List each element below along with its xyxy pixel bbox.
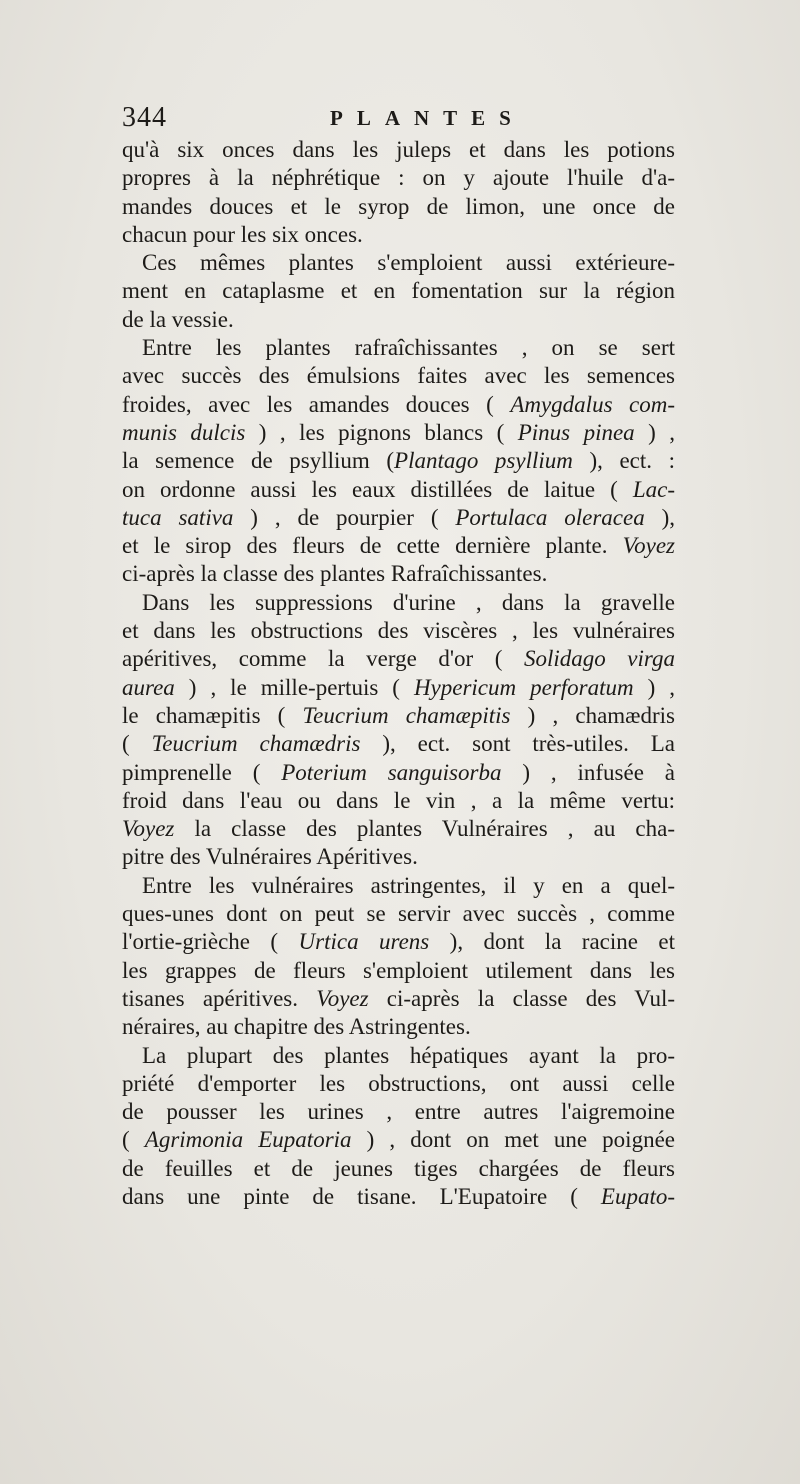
body-text: [122, 136, 675, 1211]
text-line: pitre des Vulnéraires Apéritives.: [122, 844, 418, 870]
text-line: on ordonne aussi les eaux distillées de laitue ( Lac-: [122, 476, 675, 502]
text-line: de feuilles et de jeunes tiges chargées de fleurs: [122, 1155, 675, 1181]
text-line: pimprenelle ( Poterium sanguisorba ) , infusée à: [122, 759, 675, 785]
text-line: ( Teucrium chamædris ), ect. sont très-utiles. La: [122, 731, 675, 757]
text-line: mandes douces et le syrop de limon, une once de: [122, 193, 675, 219]
text-line: le chamæpitis ( Teucrium chamæpitis ) , chamædris: [122, 702, 675, 728]
text-line: l'ortie-grièche ( Urtica urens ), dont la racine et: [122, 929, 675, 955]
text-line: Ces mêmes plantes s'emploient aussi extérieure-: [142, 250, 675, 276]
text-line: dans une pinte de tisane. L'Eupatoire ( Eupato-: [122, 1183, 675, 1209]
text-line: et le sirop des fleurs de cette dernière plante. Voyez: [122, 533, 675, 559]
text-line: aurea ) , le mille-pertuis ( Hypericum perforatum ) ,: [122, 674, 675, 700]
text-line: tuca sativa ) , de pourpier ( Portulaca oleracea ),: [122, 504, 675, 530]
text-line: froides, avec les amandes douces ( Amygdalus com-: [122, 391, 675, 417]
page-number: 344: [122, 102, 167, 133]
text-line: La plupart des plantes hépatiques ayant la pro-: [142, 1042, 675, 1068]
text-line: néraires, au chapitre des Astringentes.: [122, 1014, 471, 1040]
text-line: Dans les suppressions d'urine , dans la gravelle: [142, 589, 675, 615]
text-line: qu'à six onces dans les juleps et dans les potions: [122, 137, 675, 162]
text-line: apéritives, comme la verge d'or ( Solidago virga: [122, 646, 675, 672]
text-line: ques-unes dont on peut se servir avec succès , comme: [122, 901, 675, 927]
text-line: la semence de psyllium (Plantago psyllium ), ect. :: [122, 448, 675, 474]
text-line: Voyez la classe des plantes Vulnéraires , au cha-: [122, 816, 675, 842]
text-line: chacun pour les six onces.: [122, 221, 363, 247]
text-line: Entre les plantes rafraîchissantes , on se sert: [142, 335, 675, 361]
text-line: munis dulcis ) , les pignons blancs ( Pinus pinea ) ,: [122, 419, 675, 445]
text-line: ment en cataplasme et en fomentation sur la région: [122, 278, 675, 304]
text-line: de la vessie.: [122, 306, 234, 332]
text-line: ( Agrimonia Eupatoria ) , dont on met une poignée: [122, 1127, 675, 1153]
text-line: propres à la néphrétique : on y ajoute l'huile d'a-: [122, 165, 675, 191]
text-line: Entre les vulnéraires astringentes, il y en a quel-: [142, 872, 675, 898]
text-line: froid dans l'eau ou dans le vin , a la même vertu:: [122, 787, 675, 813]
text-line: les grappes de fleurs s'emploient utilement dans les: [122, 957, 675, 983]
text-line: ci-après la classe des plantes Rafraîchissantes.: [122, 561, 548, 587]
text-line: priété d'emporter les obstructions, ont aussi celle: [122, 1070, 675, 1096]
text-line: avec succès des émulsions faites avec les semences: [122, 363, 675, 389]
text-line: tisanes apéritives. Voyez ci-après la classe des Vul-: [122, 985, 675, 1011]
running-title: PLANTES: [330, 106, 525, 130]
text-line: et dans les obstructions des viscères , les vulnéraires: [122, 618, 675, 644]
text-line: de pousser les urines , entre autres l'aigremoine: [122, 1099, 675, 1125]
